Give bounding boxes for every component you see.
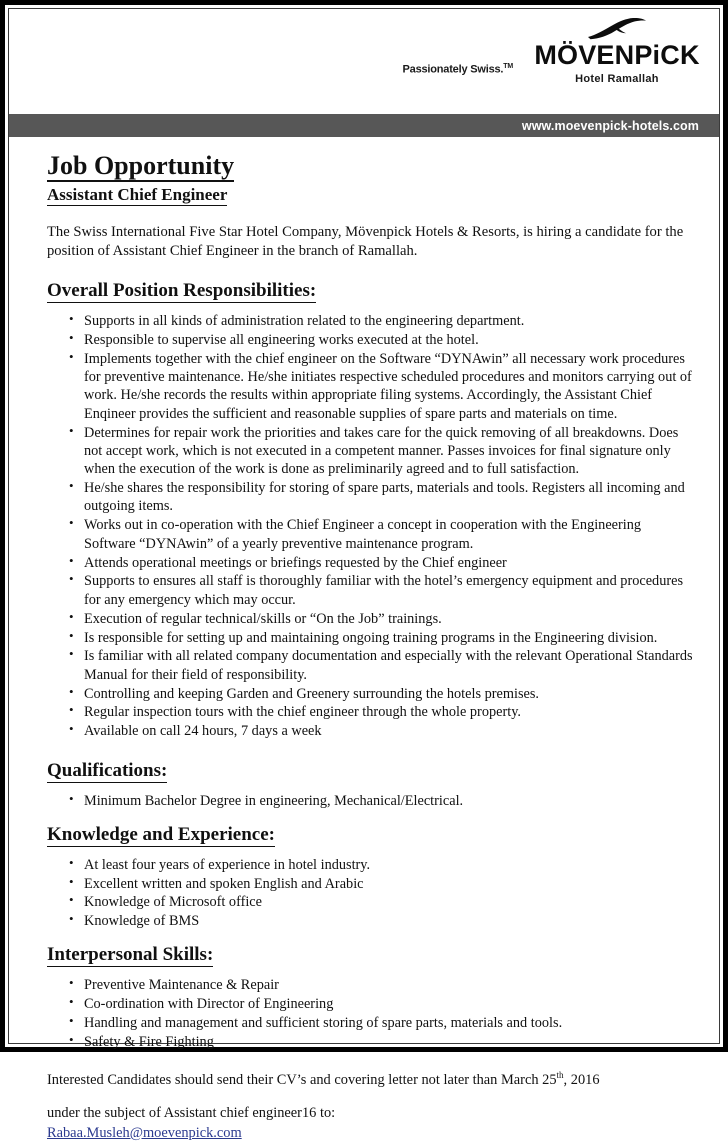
page-subtitle-wrap — [47, 185, 693, 206]
list-item: • Knowledge of Microsoft office — [69, 893, 693, 911]
list-item: • Supports to ensures all staff is thoroughly familiar with the hotel’s emergency equipment and procedures for any emergency which may occur. — [69, 572, 693, 609]
brand-block — [403, 17, 701, 85]
deadline-text-post: , 2016 — [563, 1071, 600, 1088]
list-item: • Regular inspection tours with the chief engineer through the whole property. — [69, 703, 693, 721]
job-position-title: Assistant Chief Engineer — [47, 185, 228, 205]
section-heading-knowledge: Knowledge and Experience: — [47, 823, 275, 845]
qualifications-list — [47, 792, 693, 810]
list-item: • At least four years of experience in hotel industry. — [69, 856, 693, 874]
section-heading-interpersonal: Interpersonal Skills: — [47, 944, 214, 966]
application-deadline-text — [47, 1070, 693, 1090]
brand-tagline-text: Passionately Swiss. — [402, 63, 504, 76]
section-heading-qualifications: Qualifications: — [47, 760, 168, 782]
hotel-location-label: Hotel Ramallah — [575, 72, 659, 85]
deadline-text-pre: Interested Candidates should send their CV’s and covering letter not later than March 25 — [47, 1071, 557, 1088]
list-item: • Works out in co-operation with the Chief Engineer a concept in cooperation with the Engineering Software “DYNAwin” of a yearly preventive maintenance program. — [69, 516, 693, 553]
knowledge-list — [47, 856, 693, 931]
list-item: • Is familiar with all related company documentation and especially with the relevant Operational Standards Manual for their field of responsibility. — [69, 647, 693, 684]
responsibilities-list — [47, 312, 693, 741]
subject-line: under the subject of Assistant chief engineer16 to: — [47, 1104, 336, 1121]
list-item: • He/she shares the responsibility for storing of spare parts, materials and tools. Registers all incoming and outgoing items. — [69, 479, 693, 516]
list-item: • Safety & Fire Fighting — [69, 1033, 693, 1051]
brand-header — [9, 9, 719, 114]
list-item: • Is responsible for setting up and maintaining ongoing training programs in the Engineering division. — [69, 629, 693, 647]
page-title: Job Opportunity — [47, 151, 234, 182]
list-item: • Co-ordination with Director of Engineering — [69, 995, 693, 1013]
movenpick-logo — [533, 17, 701, 85]
interpersonal-list — [47, 976, 693, 1051]
list-item: • Excellent written and spoken English and Arabic — [69, 875, 693, 893]
website-url[interactable]: www.moevenpick-hotels.com — [521, 118, 699, 133]
list-item: • Determines for repair work the priorities and takes care for the quick removing of all breakdowns. Does not accept work, which is not executed in a competent manner. Passes invoices for final signature only when the execution of the work is done as preliminarily agreed and to full satisfaction. — [69, 424, 693, 479]
list-item: • Controlling and keeping Garden and Greenery surrounding the hotels premises. — [69, 685, 693, 703]
date-ordinal-suffix: th — [556, 1069, 564, 1080]
list-item: • Available on call 24 hours, 7 days a week — [69, 722, 693, 740]
movenpick-wordmark: MÖVENPiCK — [534, 40, 700, 70]
contact-email-link[interactable]: Rabaa.Musleh@moevenpick.com — [47, 1124, 242, 1141]
document-body — [9, 137, 719, 1142]
list-item: • Preventive Maintenance & Repair — [69, 976, 693, 994]
page-inner-border — [8, 8, 720, 1141]
website-bar — [9, 114, 719, 137]
list-item: • Attends operational meetings or briefings requested by the Chief engineer — [69, 554, 693, 572]
list-item: • Implements together with the chief engineer on the Software “DYNAwin” all necessary work procedures for preventive maintenance. He/she initiates respective scheduled procedures and monitors carrying out of work. He/she records the results within appropriate filing systems. Accordingly, the Assistant Chief Enqineer provides the sufficient and reasonable supplies of spare parts and materials on time. — [69, 350, 693, 423]
list-item: • Minimum Bachelor Degree in engineering, Mechanical/Electrical. — [69, 792, 693, 810]
bird-logo-icon — [586, 17, 648, 41]
list-item: • Handling and management and sufficient storing of spare parts, materials and tools. — [69, 1014, 693, 1032]
application-subject-text — [47, 1104, 693, 1142]
page-title-wrap — [47, 151, 693, 182]
brand-tagline — [403, 63, 513, 76]
intro-paragraph: The Swiss International Five Star Hotel Company, Mövenpick Hotels & Resorts, is hiring a candidate for the position of Assistant Chief Engineer in the branch of Ramallah. — [47, 224, 684, 260]
list-item: • Execution of regular technical/skills or “On the Job” trainings. — [69, 610, 693, 628]
trademark-mark: TM — [503, 63, 513, 70]
list-item: • Supports in all kinds of administration related to the engineering department. — [69, 312, 693, 330]
list-item: • Responsible to supervise all engineering works executed at the hotel. — [69, 331, 693, 349]
section-heading-responsibilities: Overall Position Responsibilities: — [47, 280, 317, 302]
list-item: • Knowledge of BMS — [69, 912, 693, 930]
